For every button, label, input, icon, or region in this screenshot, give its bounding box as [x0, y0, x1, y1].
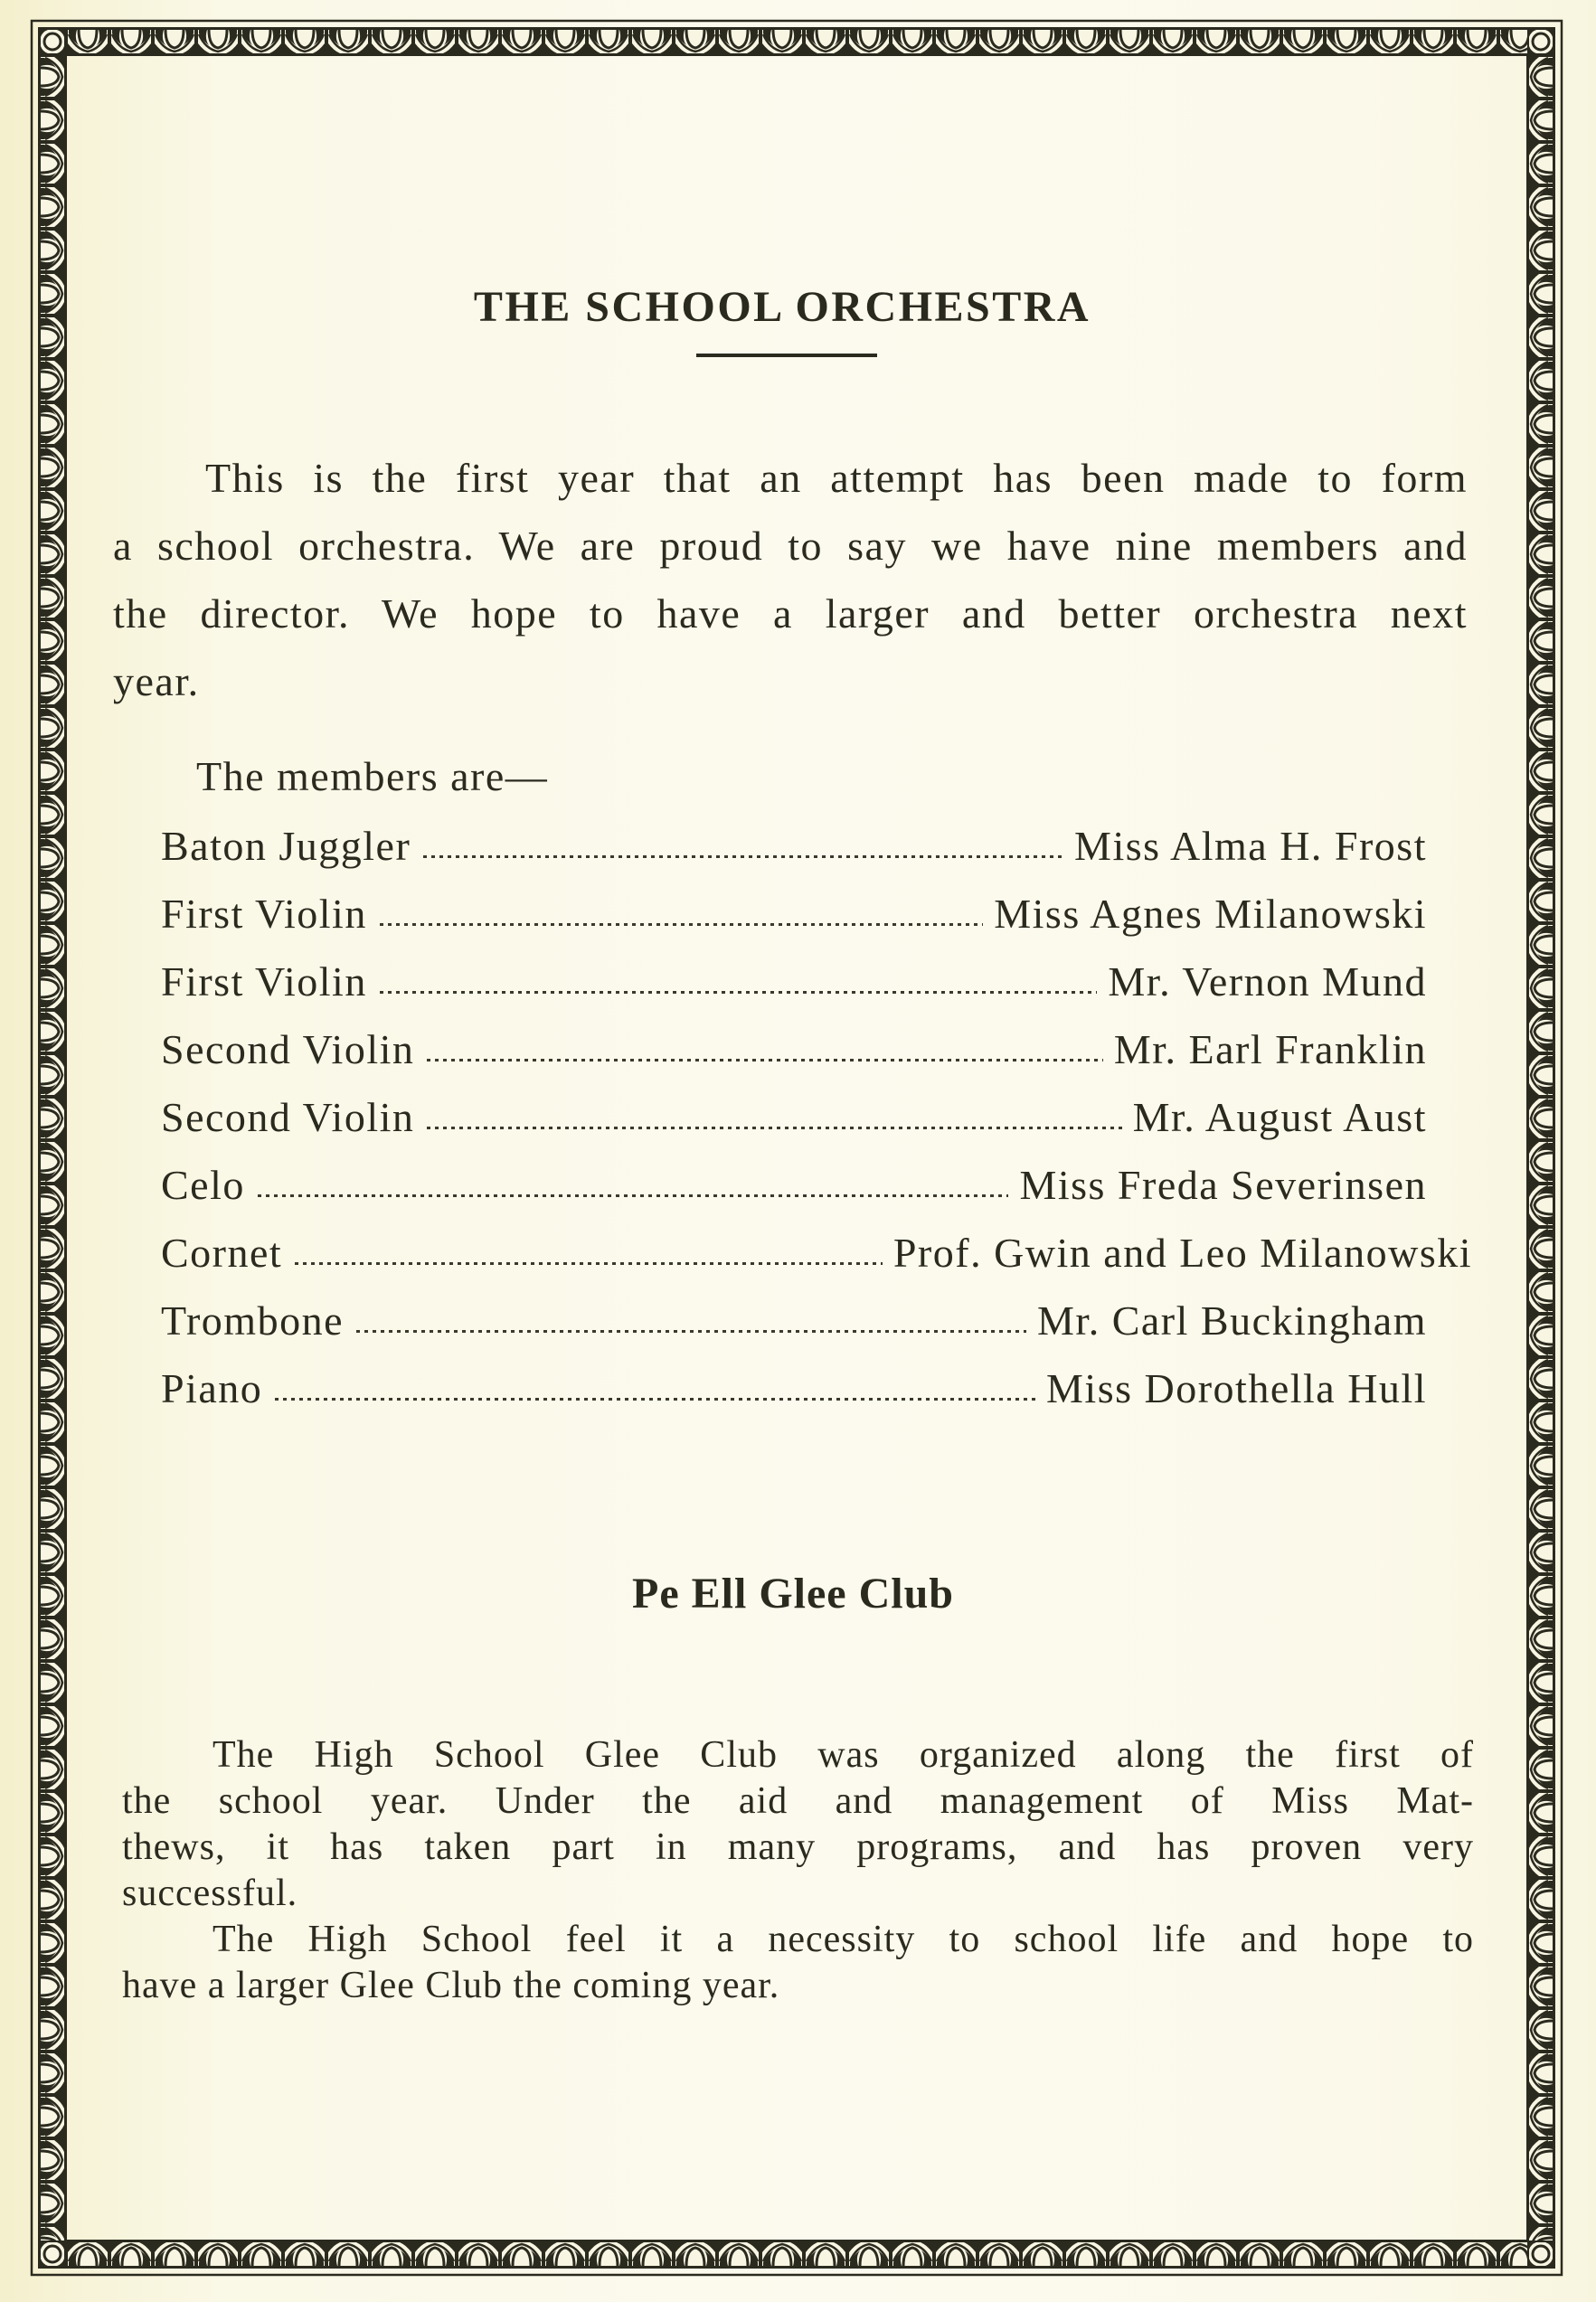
title-rule	[696, 354, 877, 357]
border-band-top	[66, 28, 1527, 55]
glee-club-title: Pe Ell Glee Club	[632, 1570, 954, 1618]
member-row	[161, 1015, 1427, 1083]
dot-leader	[427, 1059, 1102, 1061]
orchestra-intro-paragraph	[113, 444, 1468, 715]
intro-line: This is the first year that an attempt has been made to form	[205, 455, 1468, 501]
glee-line: successful.	[122, 1873, 298, 1914]
glee-line: have a larger Glee Club the coming year.	[122, 1965, 780, 2006]
member-row	[161, 812, 1427, 880]
member-instrument: Piano	[161, 1365, 263, 1411]
dot-leader	[275, 1398, 1035, 1401]
member-name: Mr. Carl Buckingham	[1037, 1297, 1427, 1344]
dot-leader	[423, 855, 1063, 858]
member-instrument: First Violin	[161, 891, 367, 937]
orchestra-title: THE SCHOOL ORCHESTRA	[473, 283, 1091, 331]
member-instrument: Second Violin	[161, 1026, 415, 1072]
glee-club-text	[122, 1732, 1474, 2009]
member-instrument: Cornet	[161, 1230, 283, 1276]
dot-leader	[295, 1262, 883, 1265]
member-name: Mr. Earl Franklin	[1113, 1026, 1427, 1072]
glee-line: the school year. Under the aid and management of Miss Mat-	[122, 1780, 1474, 1822]
member-name: Mr. August Aust	[1132, 1094, 1427, 1140]
dot-leader	[427, 1127, 1121, 1129]
dot-leader	[258, 1194, 1009, 1197]
member-row	[161, 880, 1427, 948]
member-instrument: Baton Juggler	[161, 823, 411, 869]
intro-line: year.	[113, 658, 200, 704]
glee-line: thews, it has taken part in many programs, and has proven very	[122, 1826, 1474, 1868]
glee-line: The High School Glee Club was organized along the first of	[212, 1734, 1474, 1776]
member-name: Prof. Gwin and Leo Milanowski	[892, 1230, 1472, 1276]
member-row	[161, 1151, 1427, 1219]
glee-line: The High School feel it a necessity to school life and hope to	[212, 1919, 1474, 1960]
member-instrument: Trombone	[161, 1297, 344, 1344]
dot-leader	[356, 1330, 1026, 1333]
border-band-right	[1527, 55, 1554, 2241]
member-row	[161, 1287, 1427, 1354]
member-instrument: First Violin	[161, 958, 367, 1005]
border-corner-top-left	[39, 28, 66, 55]
member-instrument: Celo	[161, 1162, 245, 1208]
intro-line: the director. We hope to have a larger and better orchestra next	[113, 590, 1468, 637]
dot-leader	[380, 991, 1098, 994]
member-name: Miss Alma H. Frost	[1074, 823, 1427, 869]
border-band-left	[39, 55, 66, 2241]
member-instrument: Second Violin	[161, 1094, 415, 1140]
member-row	[161, 1083, 1427, 1151]
member-name: Mr. Vernon Mund	[1108, 958, 1427, 1005]
member-name: Miss Freda Severinsen	[1019, 1162, 1427, 1208]
member-name: Miss Dorothella Hull	[1046, 1365, 1427, 1411]
member-row	[161, 1219, 1472, 1287]
border-corner-bottom-right	[1527, 2241, 1554, 2268]
members-list	[161, 812, 1472, 1422]
members-lead: The members are—	[196, 753, 549, 799]
dot-leader	[380, 923, 983, 926]
member-row	[161, 1354, 1427, 1422]
member-row	[161, 948, 1427, 1015]
border-corner-bottom-left	[39, 2241, 66, 2268]
intro-line: a school orchestra. We are proud to say we have nine members and	[113, 523, 1468, 569]
border-band-bottom	[66, 2241, 1527, 2268]
border-corner-top-right	[1527, 28, 1554, 55]
member-name: Miss Agnes Milanowski	[994, 891, 1427, 937]
